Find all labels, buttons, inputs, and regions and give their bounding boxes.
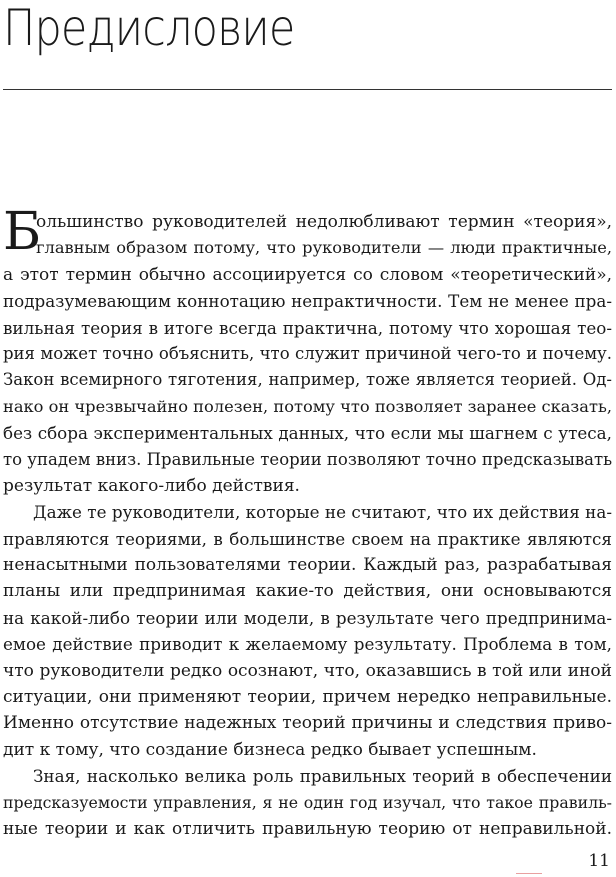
- text-line: на какой-либо теории или модели, в результате чего предпринима-: [3, 607, 612, 628]
- text-line: рия может точно объяснить, что служит причиной чего-то и почему.: [3, 343, 612, 363]
- text-line: без сбора экспериментальных данных, что если мы шагнем с утеса,: [3, 423, 612, 444]
- text-line: дит к тому, что создание бизнеса редко бывает успешным.: [3, 739, 537, 760]
- text-line: ситуации, они применяют теории, причем нередко неправильные.: [3, 687, 612, 708]
- text-line: предсказуемости управления, я не один год изучал, что такое правиль-: [3, 792, 612, 812]
- text-line: Даже те руководители, которые не считают, что их действия на-: [33, 502, 612, 523]
- text-line: вильная теория в итоге всегда практична, потому что хорошая тео-: [3, 317, 612, 338]
- text-line: Зная, насколько велика роль правильных теорий в обеспечении: [33, 766, 612, 787]
- text-line: ненасытными пользователями теории. Каждый раз, разрабатывая: [3, 555, 612, 576]
- text-line: ные теории и как отличить правильную теорию от неправильной.: [3, 818, 612, 839]
- page-title: Предисловие: [3, 0, 295, 57]
- text-line: а этот термин обычно ассоциируется со словом «теоретический»,: [3, 264, 612, 285]
- text-line: результат какого-либо действия.: [3, 475, 300, 496]
- text-line: что руководители редко осознают, что, оказавшись в той или иной: [3, 660, 612, 681]
- title-rule: [3, 89, 612, 90]
- text-line: планы или предпринимая какие-то действия, они основываются: [3, 581, 612, 602]
- text-line: ольшинство руководителей недолюбливают термин «теория»,: [36, 212, 612, 232]
- text-line: Закон всемирного тяготения, например, тоже является теорией. Од-: [3, 370, 612, 390]
- text-line: Именно отсутствие надежных теорий причины и следствия приво-: [3, 713, 612, 734]
- page-number: 11: [588, 851, 610, 871]
- footer-mark: [516, 873, 542, 874]
- text-line: правляются теориями, в большинстве своем на практике являются: [3, 528, 612, 549]
- drop-cap: Б: [3, 202, 42, 262]
- text-line: подразумевающим коннотацию непрактичности. Тем не менее пра-: [3, 291, 612, 312]
- text-line: то упадем вниз. Правильные теории позволяют точно предсказывать: [3, 449, 612, 469]
- text-line: емое действие приводит к желаемому результату. Проблема в том,: [3, 634, 612, 655]
- body-text: [3, 202, 612, 842]
- text-line: главным образом потому, что руководители — люди практичные,: [36, 238, 612, 258]
- text-line: нако он чрезвычайно полезен, потому что позволяет заранее сказать,: [3, 396, 612, 416]
